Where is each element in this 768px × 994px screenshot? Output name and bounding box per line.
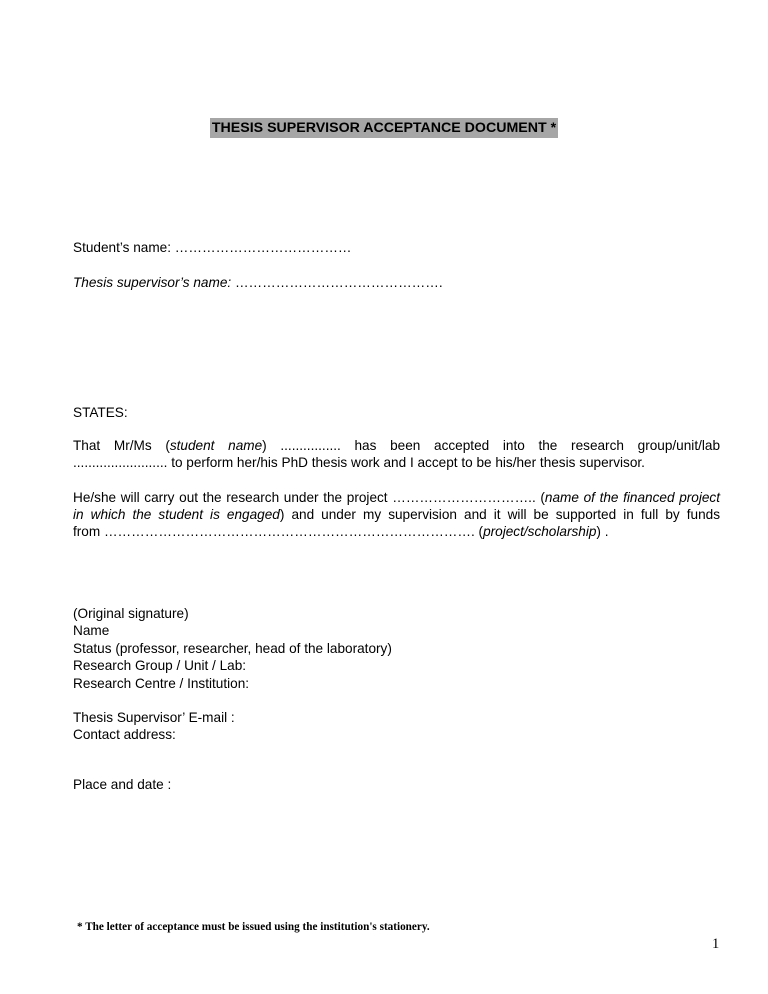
italic-run: student name [169, 438, 263, 453]
paragraph-acceptance-line-2: ......................... to perform her/his PhD thesis work and I accept to be his/her thesis supervisor. [73, 455, 645, 470]
text-run: ) . [596, 524, 609, 539]
name-line: Name [73, 623, 110, 639]
student-name-blank: ………………………………… [174, 240, 352, 255]
text-run: That Mr/Ms ( [73, 438, 170, 453]
student-name-field [73, 239, 352, 256]
italic-run: in which the student is engaged [73, 507, 280, 522]
italic-run: name of the financed project [544, 490, 720, 505]
supervisor-name-label: Thesis supervisor’s name: [73, 275, 235, 290]
email-line: Thesis Supervisor’ E-mail : [73, 710, 235, 725]
signature-line: (Original signature) [73, 606, 189, 621]
research-centre-line: Research Centre / Institution: [73, 675, 250, 691]
status-line: Status (professor, researcher, head of the laboratory) [73, 640, 392, 656]
paragraph-acceptance [73, 437, 720, 471]
student-name-label: Student’s name: [73, 240, 175, 255]
paragraph-project [73, 489, 720, 540]
text-run: ) ................ has been accepted into the research group/unit/lab [262, 438, 721, 453]
paragraph-project-line-2 [73, 506, 720, 523]
title-container [0, 118, 768, 138]
italic-run: project/scholarship [483, 524, 597, 539]
text-run: He/she will carry out the research under the project ………………………….. ( [73, 490, 545, 505]
place-and-date-line: Place and date : [73, 777, 172, 792]
text-run: ) and under my supervision and it will be supported in full by funds [279, 507, 720, 522]
page-number: 1 [712, 936, 720, 952]
footnote: * The letter of acceptance must be issued using the institution's stationery. [77, 921, 430, 933]
document-title: THESIS SUPERVISOR ACCEPTANCE DOCUMENT * [211, 120, 557, 136]
signature-block [73, 605, 392, 692]
paragraph-acceptance-line-1 [73, 437, 720, 454]
contact-address-line: Contact address: [73, 727, 176, 743]
text-run: from ………………………………………………………………………. ( [73, 524, 484, 539]
paragraph-project-line-1 [73, 489, 720, 506]
supervisor-name-field [73, 274, 443, 291]
states-heading: STATES: [73, 405, 128, 420]
supervisor-name-blank: ………………………………………. [234, 275, 443, 290]
paragraph-project-line-3 [73, 523, 720, 540]
contact-block [73, 709, 235, 744]
research-group-line: Research Group / Unit / Lab: [73, 658, 247, 674]
